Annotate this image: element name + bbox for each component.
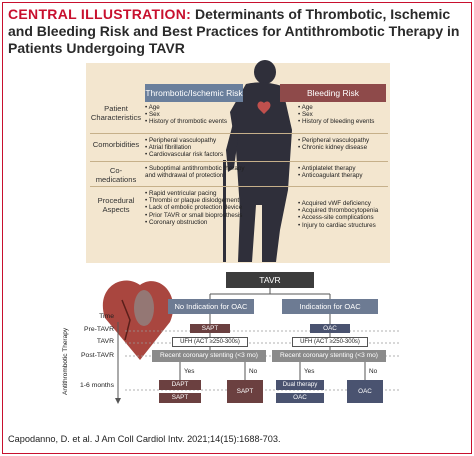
stage-label-tavr: TAVR <box>96 338 114 345</box>
list-item: • Sex <box>145 111 247 118</box>
pre-tavr-sapt: SAPT <box>190 324 230 333</box>
dapt-node: DAPT <box>159 380 201 390</box>
tavr-ufh-left: UFH (ACT ≥250-300s) <box>172 337 248 347</box>
list-item: • Age <box>145 104 247 111</box>
list-item: • Thrombi or plaque dislodgement <box>145 197 247 204</box>
list-item: • Peripheral vasculopathy <box>298 137 390 144</box>
oac-indication-node: Indication for OAC <box>282 299 378 314</box>
list-item: • Age <box>298 104 390 111</box>
list-item: • History of thrombotic events <box>145 118 247 125</box>
sapt-after-dapt-node: SAPT <box>159 393 201 403</box>
no-label: No <box>369 368 378 375</box>
oac-after-dual-node: OAC <box>276 393 324 403</box>
axis-label-antithrombotic: Antithrombotic Therapy <box>62 327 69 395</box>
pre-tavr-oac: OAC <box>310 324 350 333</box>
stage-label-post-tavr: Post-TAVR <box>81 352 114 359</box>
row-label-comorbidities: Comorbidities <box>92 140 140 149</box>
oac-only-node: OAC <box>347 380 383 403</box>
time-axis-arrow <box>115 398 121 404</box>
list-item: • Acquired thrombocytopenia <box>298 207 390 214</box>
list-item: • Antiplatelet therapy <box>298 165 390 172</box>
no-label: No <box>249 368 258 375</box>
stage-label-pre-tavr: Pre-TAVR <box>84 326 114 333</box>
list-item: • Acquired vWF deficiency <box>298 200 390 207</box>
yes-label: Yes <box>184 368 195 375</box>
list-item: • Cardiovascular risk factors <box>145 151 247 158</box>
tavr-node: TAVR <box>226 272 314 288</box>
list-item: • Chronic kidney disease <box>298 144 390 151</box>
list-item: • Prior TAVR or small bioprosthesis <box>145 212 247 219</box>
bleeding-risk-header: Bleeding Risk <box>280 84 386 102</box>
row-label-patient: Patient Characteristics <box>90 104 142 122</box>
list-item: • Atrial fibrillation <box>145 144 247 151</box>
list-item: • Peripheral vasculopathy <box>145 137 247 144</box>
yes-label: Yes <box>304 368 315 375</box>
sapt-only-node: SAPT <box>227 380 263 403</box>
list-item: • Coronary obstruction <box>145 219 247 226</box>
row-label-comedications: Co-medications <box>95 166 137 184</box>
list-item: • Sex <box>298 111 390 118</box>
tavr-ufh-right: UFH (ACT ≥250-300s) <box>292 337 368 347</box>
heading-label: CENTRAL ILLUSTRATION: <box>8 6 192 22</box>
row-label-procedural: Procedural Aspects <box>97 196 135 214</box>
dual-therapy-node: Dual therapy <box>276 380 324 390</box>
list-item: • History of bleeding events <box>298 118 390 125</box>
time-label: Time <box>99 313 114 320</box>
list-item: • Access-site complications <box>298 214 390 221</box>
list-item: • Rapid ventricular pacing <box>145 190 247 197</box>
stage-label-1-6-months: 1-6 months <box>79 382 114 389</box>
stenting-question-right: Recent coronary stenting (<3 mo) <box>272 350 386 362</box>
list-item: • Suboptimal antithrombotic therapy and withdrawal of protection <box>145 165 247 179</box>
no-oac-node: No Indication for OAC <box>168 299 254 314</box>
list-item: • Anticoagulant therapy <box>298 172 390 179</box>
thrombotic-risk-header: Thrombotic/Ischemic Risk <box>145 84 243 102</box>
heading-text: Determinants of Thrombotic, Ischemic and Bleeding Risk and Best Practices for Antithrombotic Therapy in Patients Undergoing TAVR <box>8 6 460 56</box>
stenting-question-left: Recent coronary stenting (<3 mo) <box>152 350 266 362</box>
list-item: • Lack of embolic protection device <box>145 204 247 211</box>
citation: Capodanno, D. et al. J Am Coll Cardiol Intv. 2021;14(15):1688-703. <box>8 434 281 444</box>
list-item: • Injury to cardiac structures <box>298 222 390 229</box>
